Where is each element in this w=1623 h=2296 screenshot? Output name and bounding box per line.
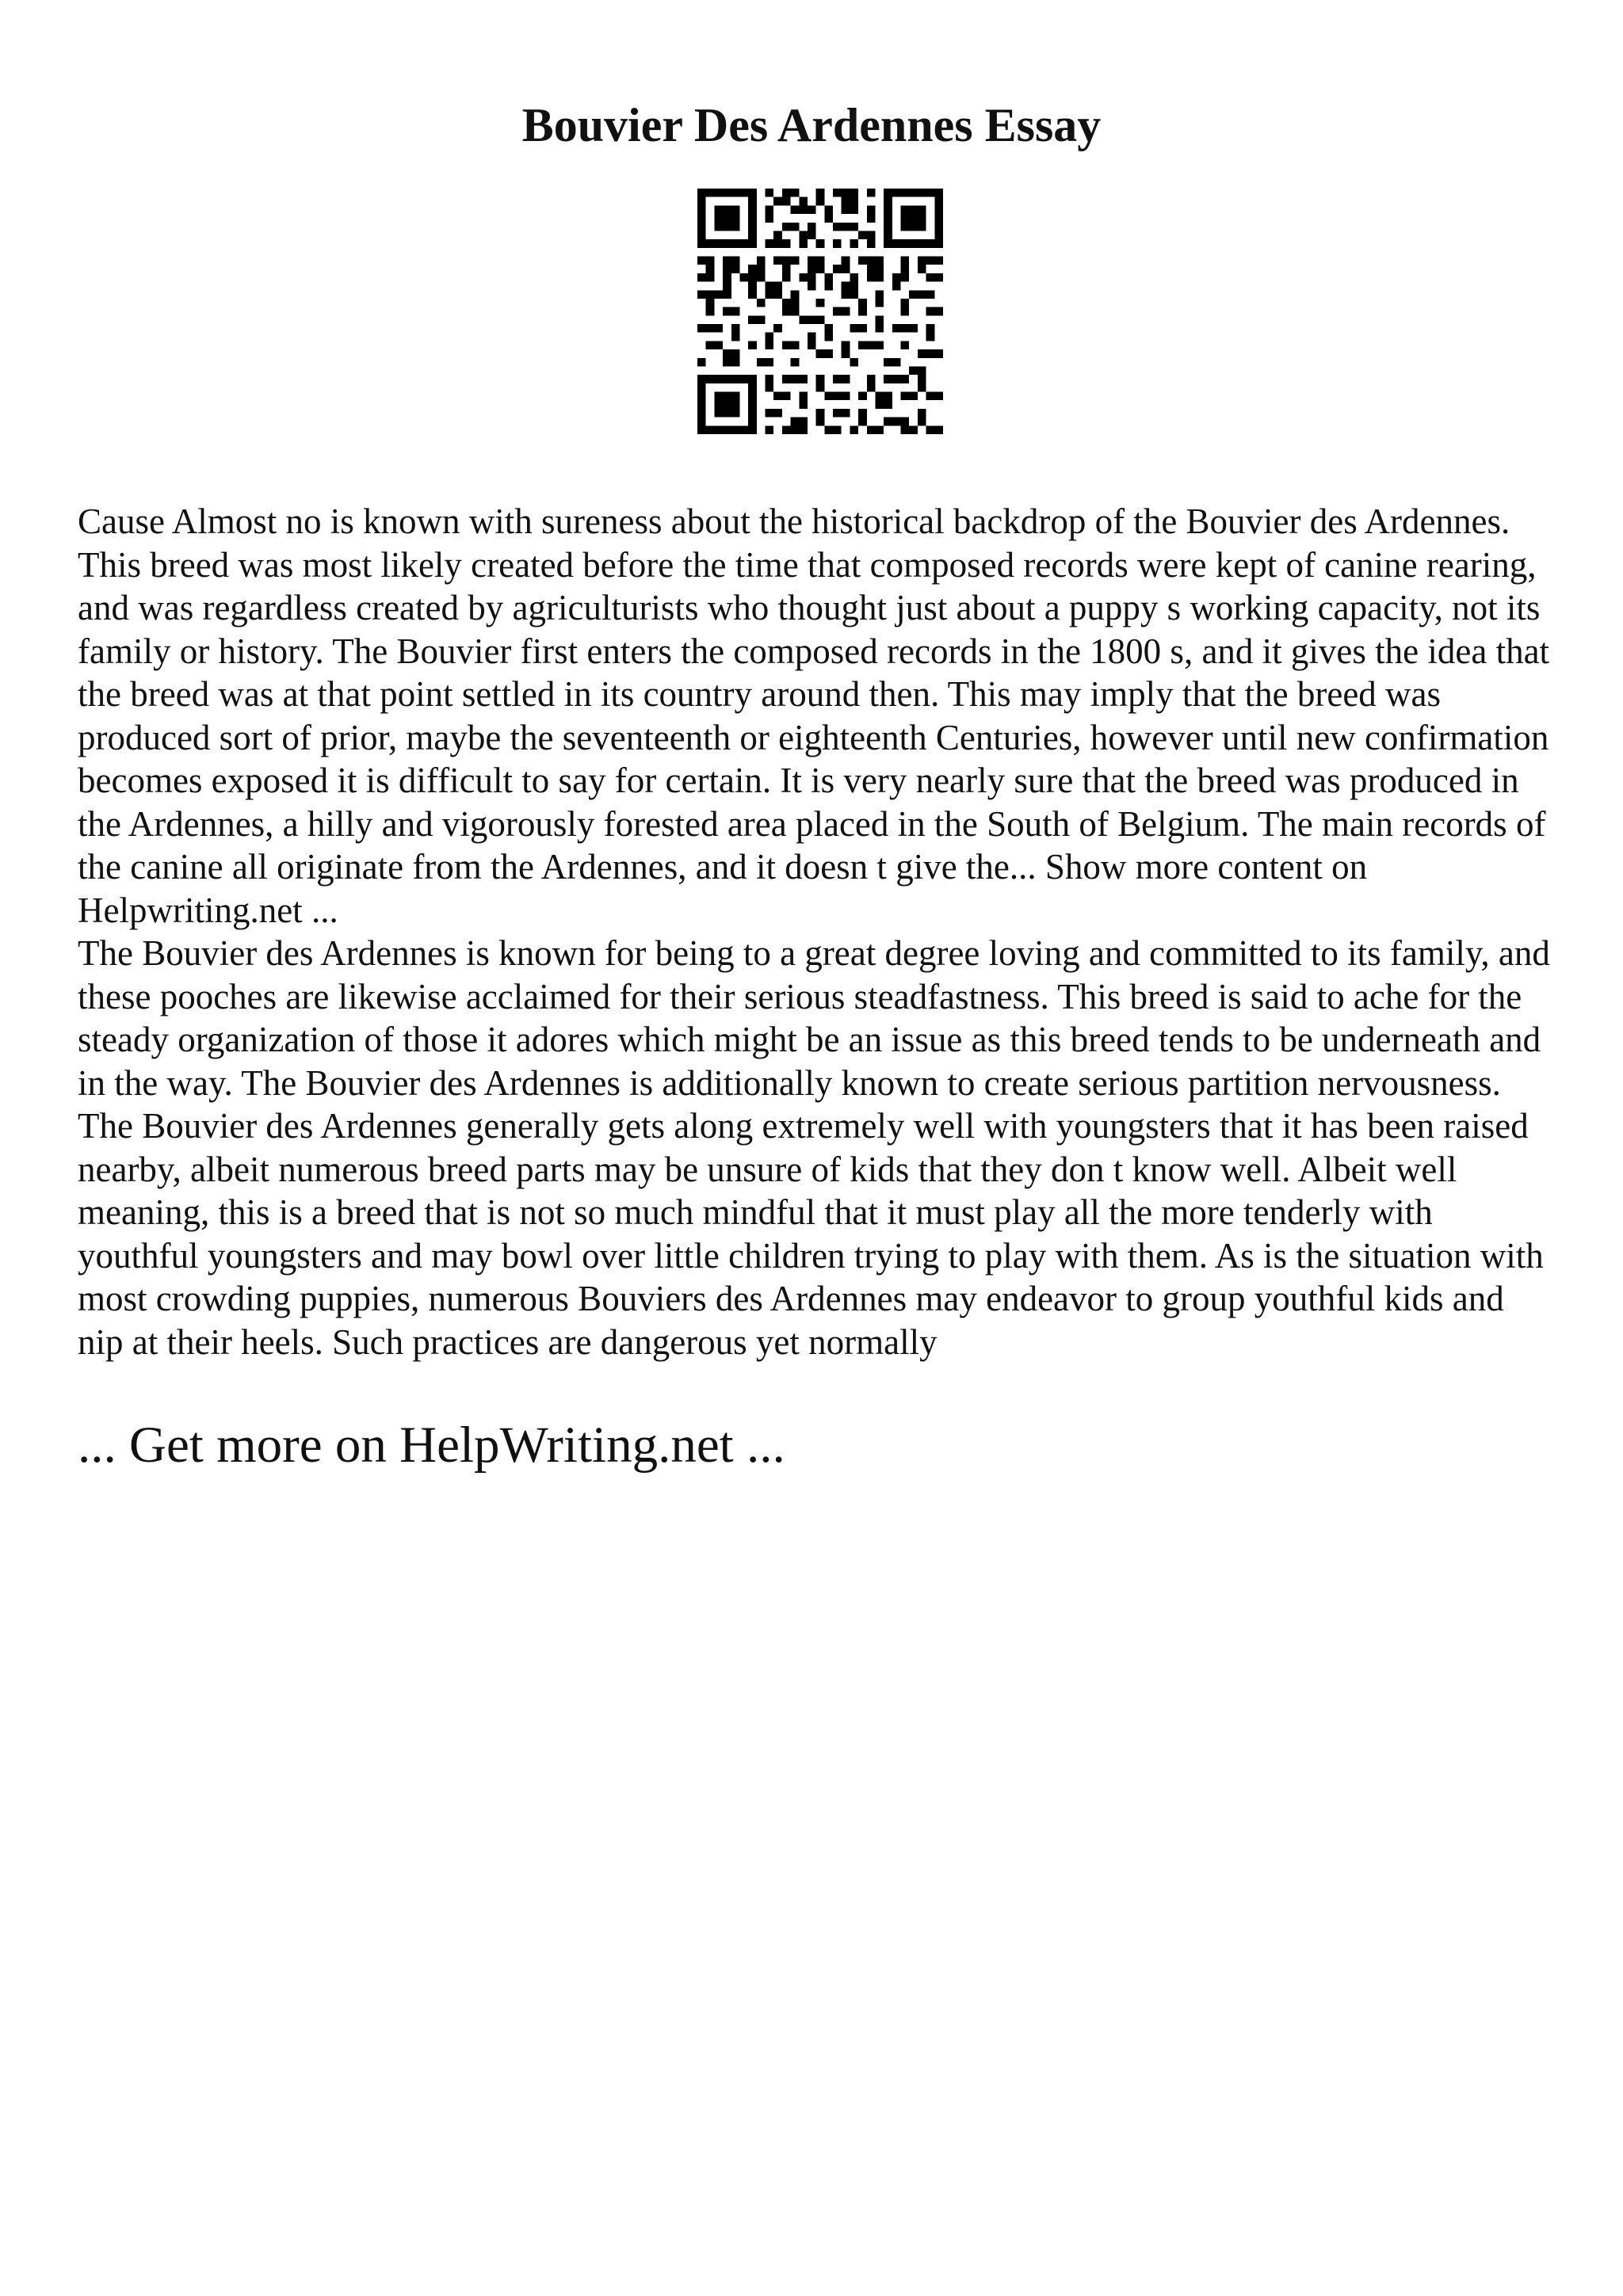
essay-body — [78, 500, 1552, 1363]
paragraph: The Bouvier des Ardennes is known for being to a great degree loving and committed to its family, and these pooches are likewise acclaimed for their serious steadfastness. This breed is said to ache for the steady organization of those it adores which might be an issue as this breed tends to be underneath and in the way. The Bouvier des Ardennes is additionally known to create serious partition nervousness. The Bouvier des Ardennes generally gets along extremely well with youngsters that it has been raised nearby, albeit numerous breed parts may be unsure of kids that they don t know well. Albeit well meaning, this is a breed that is not so much mindful that it must play all the more tenderly with youthful youngsters and may bowl over little children trying to play with them. As is the situation with most crowding puppies, numerous Bouviers des Ardennes may endeavor to group youthful kids and nip at their heels. Such practices are dangerous yet normally — [78, 933, 1550, 1362]
get-more-link[interactable]: ... Get more on HelpWriting.net ... — [78, 1417, 785, 1474]
page-title: Bouvier Des Ardennes Essay — [521, 99, 1102, 151]
paragraph: Cause Almost no is known with sureness about the historical backdrop of the Bouvier des Ardennes. This breed was most likely created before the time that composed records were kept of canine rearing, and was regardless created by agriculturists who thought just about a puppy s working capacity, not its family or history. The Bouvier first enters the composed records in the 1800 s, and it gives the idea that the breed was at that point settled in its country around then. This may imply that the breed was produced sort of prior, maybe the seventeenth or eighteenth Centuries, however until new confirmation becomes exposed it is difficult to say for certain. It is very nearly sure that the breed was produced in the Ardennes, a hilly and vigorously forested area placed in the South of Belgium. The main records of the canine all originate from the Ardennes, and it doesn t give the... Show more content on Helpwriting.net ... — [78, 502, 1550, 930]
qr-code-icon[interactable] — [697, 189, 943, 434]
